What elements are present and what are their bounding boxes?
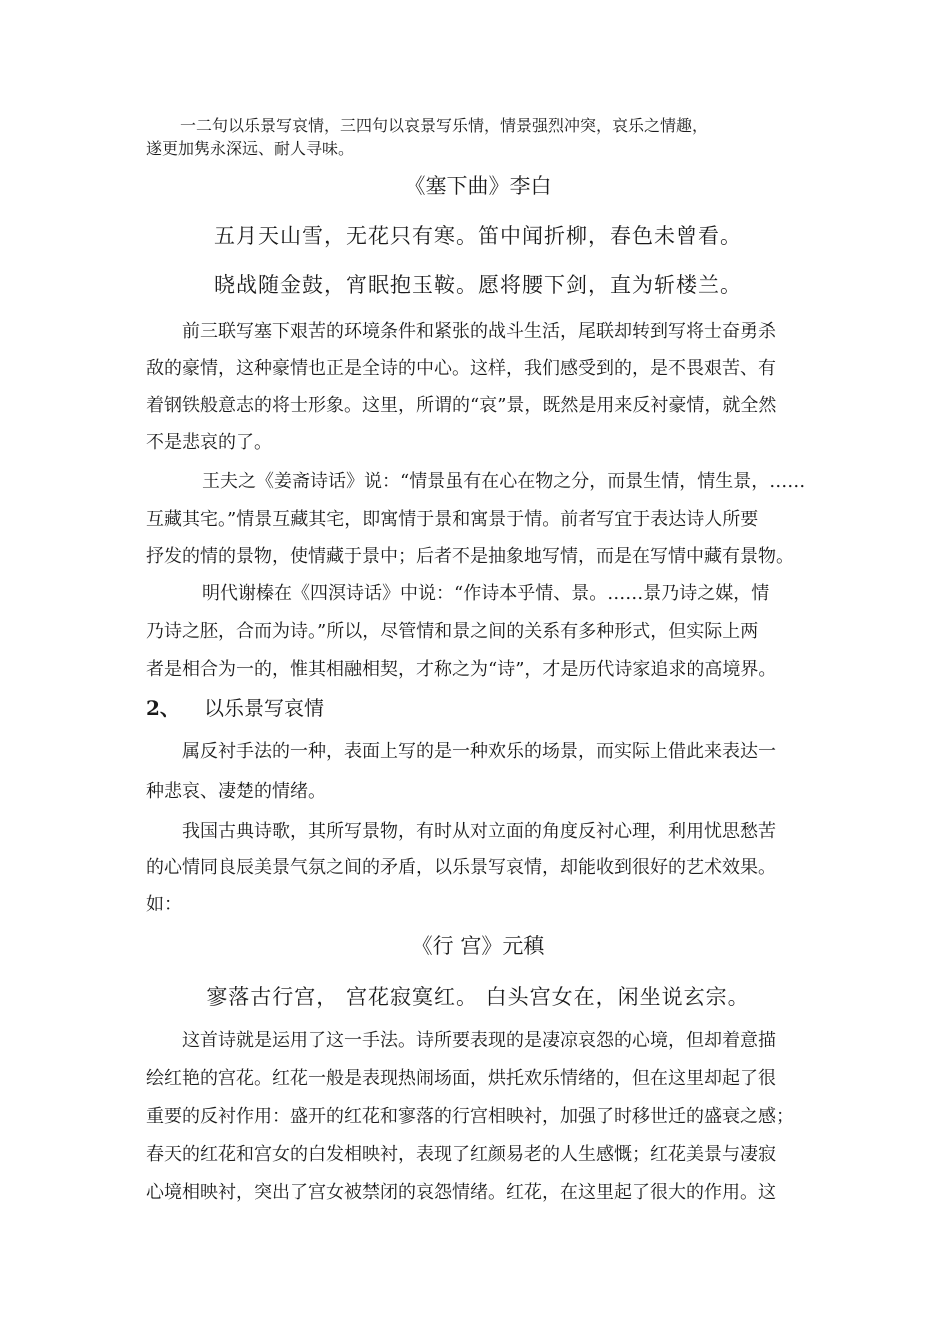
wangfuzhi-line-3: 抒发的情的景物，使情藏于景中；后者不是抽象地写情，而是在写情中藏有景物。 <box>146 546 794 567</box>
xiezhen-line-2: 乃诗之胚，合而为诗。”所以，尽管情和景之间的关系有多种形式，但实际上两 <box>146 621 759 642</box>
section2-p1-line-1: 属反衬手法的一种，表面上写的是一种欢乐的场景，而实际上借此来表达一 <box>182 741 776 762</box>
section2-p2-line-3: 如： <box>146 894 182 915</box>
intro-line-2: 遂更加隽永深远、耐人寻味。 <box>146 139 355 158</box>
wangfuzhi-line-1: 王夫之《姜斋诗话》说：“情景虽有在心在物之分，而景生情，情生景，…… <box>202 471 806 492</box>
section2-p2-line-2: 的心情同良辰美景气氛之间的矛盾，以乐景写哀情，却能收到很好的艺术效果。 <box>146 857 776 878</box>
analysis1-line-2: 敌的豪情，这种豪情也正是全诗的中心。这样，我们感受到的，是不畏艰苦、有 <box>146 358 776 379</box>
section2-p2-line-1: 我国古典诗歌，其所写景物，有时从对立面的角度反衬心理，利用忧思愁苦 <box>182 821 776 842</box>
wangfuzhi-line-2: 互藏其宅。”情景互藏其宅，即寓情于景和寓景于情。前者写宜于表达诗人所要 <box>146 509 759 530</box>
section-title: 以乐景写哀情 <box>204 696 324 720</box>
analysis2-line-5: 心境相映衬，突出了宫女被禁闭的哀怨情绪。红花，在这里起了很大的作用。这 <box>146 1182 776 1203</box>
poem1-line-2: 晓战随金鼓，宵眠抱玉鞍。愿将腰下剑，直为斩楼兰。 <box>214 273 742 297</box>
section-number: 2、 <box>146 696 180 720</box>
intro-line-1: 一二句以乐景写哀情，三四句以哀景写乐情，情景强烈冲突，哀乐之情趣， <box>180 116 709 135</box>
analysis2-line-4: 春天的红花和宫女的白发相映衬，表现了红颜易老的人生感慨；红花美景与凄寂 <box>146 1144 776 1165</box>
xiezhen-line-1: 明代谢榛在《四溟诗话》中说：“作诗本乎情、景。……景乃诗之媒，情 <box>202 583 770 604</box>
analysis1-line-4: 不是悲哀的了。 <box>146 432 272 453</box>
poem1-title: 《塞下曲》李白 <box>404 174 552 198</box>
poem2-line: 寥落古行宫， 宫花寂寞红。 白头宫女在，闲坐说玄宗。 <box>206 985 750 1009</box>
analysis2-line-3: 重要的反衬作用：盛开的红花和寥落的行宫相映衬，加强了时移世迁的盛衰之感； <box>146 1106 794 1127</box>
analysis2-line-1: 这首诗就是运用了这一手法。诗所要表现的是凄凉哀怨的心境，但却着意描 <box>182 1030 776 1051</box>
analysis2-line-2: 绘红艳的宫花。红花一般是表现热闹场面，烘托欢乐情绪的，但在这里却起了很 <box>146 1068 776 1089</box>
analysis1-line-3: 着钢铁般意志的将士形象。这里，所谓的“哀”景，既然是用来反衬豪情，就全然 <box>146 395 777 416</box>
xiezhen-line-3: 者是相合为一的，惟其相融相契，才称之为“诗”，才是历代诗家追求的高境界。 <box>146 659 777 680</box>
analysis1-line-1: 前三联写塞下艰苦的环境条件和紧张的战斗生活，尾联却转到写将士奋勇杀 <box>182 321 776 342</box>
section2-p1-line-2: 种悲哀、凄楚的情绪。 <box>146 781 326 802</box>
poem2-title: 《行 宫》元稹 <box>411 934 545 958</box>
poem1-line-1: 五月天山雪，无花只有寒。笛中闻折柳，春色未曾看。 <box>214 224 742 248</box>
section-2-heading <box>146 695 324 721</box>
